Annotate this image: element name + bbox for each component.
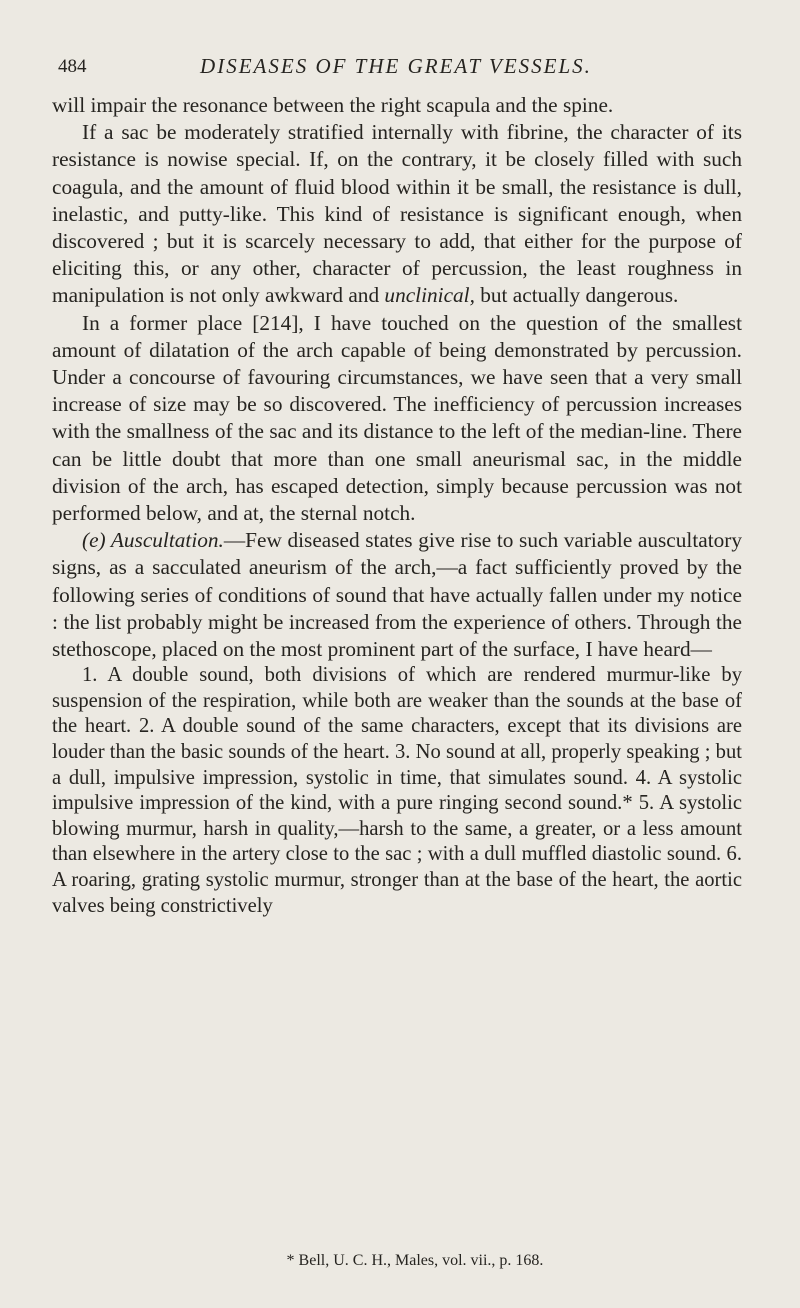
paragraph-percussion: In a former place [214], I have touched on the question of the smallest amount of dilatation of the arch capable of being demonstrated by percussion. Under a concourse of favouring circumstances, we have seen that a very small increase of size may be so discovered. The inefficiency of percussion increases with the smallness of the sac and its distance to the left of the median-line. There can be little doubt that more than one small aneurismal sac, in the middle division of the arch, has escaped detection, simply because percussion was not performed below, and at, the sternal notch. [52, 310, 742, 526]
section-label: (e) Auscultation. [82, 528, 224, 553]
paragraph-resistance [52, 119, 742, 309]
footnote: * Bell, U. C. H., Males, vol. vii., p. 168. [286, 1252, 544, 1269]
paragraph-text: If a sac be moderately stratified internally with fibrine, the character of its resistance is nowise special. If, on the contrary, it be closely filled with such coagula, and the amount of fluid blood within it be small, the resistance is dull, inelastic, and putty-like. This kind of resistance is significant enough, when discovered ; but it is scarcely necessary to add, that either for the purpose of eliciting this, or any other, character of percussion, the least roughness in manipulation is not only awkward and [52, 120, 742, 308]
paragraph-continuation: will impair the resonance between the right scapula and the spine. [52, 93, 614, 117]
paragraph-text: —Few diseased states give rise to such variable auscultatory signs, as a sacculated aneurism of the arch,—a fact sufficiently proved by the following series of conditions of sound that have actually fallen under my notice : the list probably might be increased from the experience of others. Through the stethoscope, placed on the most prominent part of the surface, I have heard— [52, 528, 743, 662]
running-title: DISEASES OF THE GREAT VESSELS. [200, 54, 592, 78]
italic-term: unclinical, [384, 283, 475, 308]
page-header [46, 52, 746, 82]
body-text [52, 92, 742, 919]
paragraph-sound-list: 1. A double sound, both divisions of which are rendered murmur-like by suspension of the respiration, while both are weaker than the sounds at the base of the heart. 2. A double sound of the same characters, except that its divisions are louder than the basic sounds of the heart. 3. No sound at all, properly speaking ; but a dull, impulsive impression, systolic in time, that simulates sound. 4. A systolic impulsive impression of the kind, with a pure ringing second sound.* 5. A systolic blowing murmur, harsh in quality,—harsh to the same, a greater, or a less amount than elsewhere in the artery close to the sac ; with a dull muffled diastolic sound. 6. A roaring, grating systolic murmur, stronger than at the base of the heart, the aortic valves being constrictively [52, 664, 742, 917]
paragraph-text-end: but actually dangerous. [480, 283, 679, 308]
page-number: 484 [58, 56, 87, 77]
paragraph-auscultation [52, 527, 742, 663]
